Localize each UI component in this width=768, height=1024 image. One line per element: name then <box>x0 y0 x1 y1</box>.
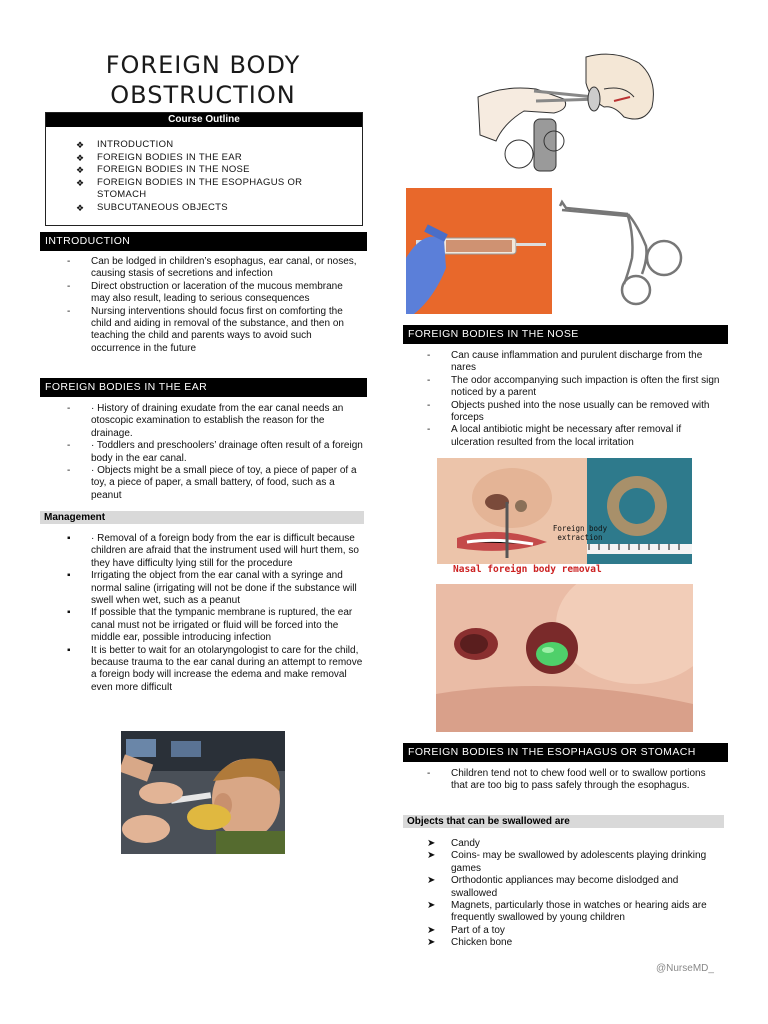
arrow-marker: ➤ <box>427 850 436 862</box>
dash-marker: - <box>427 374 431 386</box>
square-marker: ▪ <box>67 607 71 619</box>
forceps-illustration <box>558 196 694 310</box>
dash-marker: - <box>67 256 71 267</box>
list-item: ▪ If possible that the tympanic membrane is ruptured, the ear canal must not be irrigated or fluid will be forced into the middle ear, possible introducing infection <box>67 607 353 644</box>
ear-forceps-illustration <box>474 49 660 181</box>
list-item: - A local antibiotic might be necessary after removal if ulceration resulted from the local irritation <box>427 424 682 448</box>
nose-list <box>427 350 725 449</box>
dash-marker: - <box>67 440 71 452</box>
dash-marker: - <box>427 768 431 779</box>
arrow-marker: ➤ <box>427 875 436 887</box>
list-item: - Direct obstruction or laceration of the mucous membrane may also result, leading to serious consequences <box>67 280 343 305</box>
ear-irrigation-photo <box>121 731 285 854</box>
list-item: - · History of draining exudate from the ear canal needs an otoscopic examination to establish the reason for the drainage. <box>67 403 344 439</box>
title-line-1: FOREIGN BODY <box>105 51 301 79</box>
ear-list <box>67 403 363 502</box>
management-list <box>67 533 365 694</box>
arrow-marker: ➤ <box>427 924 436 936</box>
dash-marker: - <box>427 399 431 411</box>
esophagus-heading: FOREIGN BODIES IN THE ESOPHAGUS OR STOMACH <box>403 743 728 762</box>
author-credit: @NurseMD_ <box>656 963 714 974</box>
list-item: ▪ It is better to wait for an otolaryngologist to care for the child, because trauma to the ear canal during an attempt to remove a foreign body will increase the edema and make removal even more difficult <box>67 644 363 693</box>
introduction-list <box>67 256 363 355</box>
list-item: ➤ Coins- may be swallowed by adolescents playing drinking games <box>427 850 707 874</box>
list-item: - Can be lodged in children’s esophagus, ear canal, or noses, causing stasis of secretions and infection <box>67 256 357 280</box>
title-line-2: OBSTRUCTION <box>110 81 296 109</box>
list-item: - Nursing interventions should focus first on comforting the child and aiding in removal of the substance, and then on teaching the child and parents ways to avoid such occurrence in the future <box>67 305 344 354</box>
arrow-marker: ➤ <box>427 900 436 912</box>
document-title <box>62 50 344 110</box>
dash-marker: - <box>67 403 71 414</box>
list-item: - Can cause inflammation and purulent discharge from the nares <box>427 350 703 374</box>
introduction-heading: INTRODUCTION <box>40 232 367 251</box>
swallowed-objects-heading: Objects that can be swallowed are <box>403 815 724 828</box>
list-item: ➤ Candy <box>427 838 480 849</box>
dash-marker: - <box>67 305 71 317</box>
course-outline-box <box>45 112 363 226</box>
list-item: ➤ Chicken bone <box>427 937 513 949</box>
square-marker: ▪ <box>67 570 71 582</box>
nostril-object-photo <box>436 584 693 732</box>
list-item: ▪ · Removal of a foreign body from the ear is difficult because children are afraid that the instrument used will hurt them, so they have difficulty lying still for the procedure <box>67 533 359 569</box>
square-marker: ▪ <box>67 644 71 656</box>
syringe-photo <box>406 188 552 314</box>
outline-item: ❖ SUBCUTANEOUS OBJECTS <box>76 202 362 215</box>
swallowed-objects-list <box>427 838 725 950</box>
nasal-foreign-body-photo <box>437 458 692 576</box>
outline-item: ❖ FOREIGN BODIES IN THE ESOPHAGUS OR STOMACH <box>76 177 316 202</box>
list-item: ➤ Magnets, particularly those in watches or hearing aids are frequently swallowed by young children <box>427 900 707 924</box>
course-outline-list <box>46 127 362 214</box>
dash-marker: - <box>67 465 71 477</box>
list-item: ▪ Irrigating the object from the ear canal with a syringe and normal saline (irrigating will not be done if the substance will swell when wet, such as a peanut <box>67 570 357 607</box>
dash-marker: - <box>427 350 431 361</box>
ear-heading: FOREIGN BODIES IN THE EAR <box>40 378 367 397</box>
nose-heading: FOREIGN BODIES IN THE NOSE <box>403 325 728 344</box>
foreign-body-extraction-label: Foreign body extraction <box>552 524 608 542</box>
course-outline-header: Course Outline <box>46 113 362 127</box>
list-item: ➤ Orthodontic appliances may become dislodged and swallowed <box>427 875 679 899</box>
nasal-photo-caption: Nasal foreign body removal <box>453 564 602 575</box>
list-item: - Objects pushed into the nose usually can be removed with forceps <box>427 399 710 424</box>
list-item: - Children tend not to chew food well or to swallow portions that are too big to pass safely through the esophagus. <box>427 768 706 792</box>
list-item: - · Objects might be a small piece of toy, a piece of paper of a toy, a piece of paper, a small battery, of food, such as a peanut <box>67 465 357 501</box>
outline-item: ❖ FOREIGN BODIES IN THE NOSE <box>76 164 362 177</box>
dash-marker: - <box>427 424 431 436</box>
list-item: ➤ Part of a toy <box>427 924 505 936</box>
management-heading: Management <box>40 511 364 524</box>
arrow-marker: ➤ <box>427 838 436 849</box>
list-item: - · Toddlers and preschoolers’ drainage often result of a foreign body in the ear canal. <box>67 440 363 464</box>
list-item: - The odor accompanying such impaction is often the first sign noticed by a parent <box>427 374 720 399</box>
outline-item: ❖ FOREIGN BODIES IN THE EAR <box>76 152 362 165</box>
esophagus-list <box>427 768 721 793</box>
outline-item: ❖ INTRODUCTION <box>76 139 362 152</box>
dash-marker: - <box>67 280 71 292</box>
square-marker: ▪ <box>67 533 71 544</box>
arrow-marker: ➤ <box>427 937 436 949</box>
